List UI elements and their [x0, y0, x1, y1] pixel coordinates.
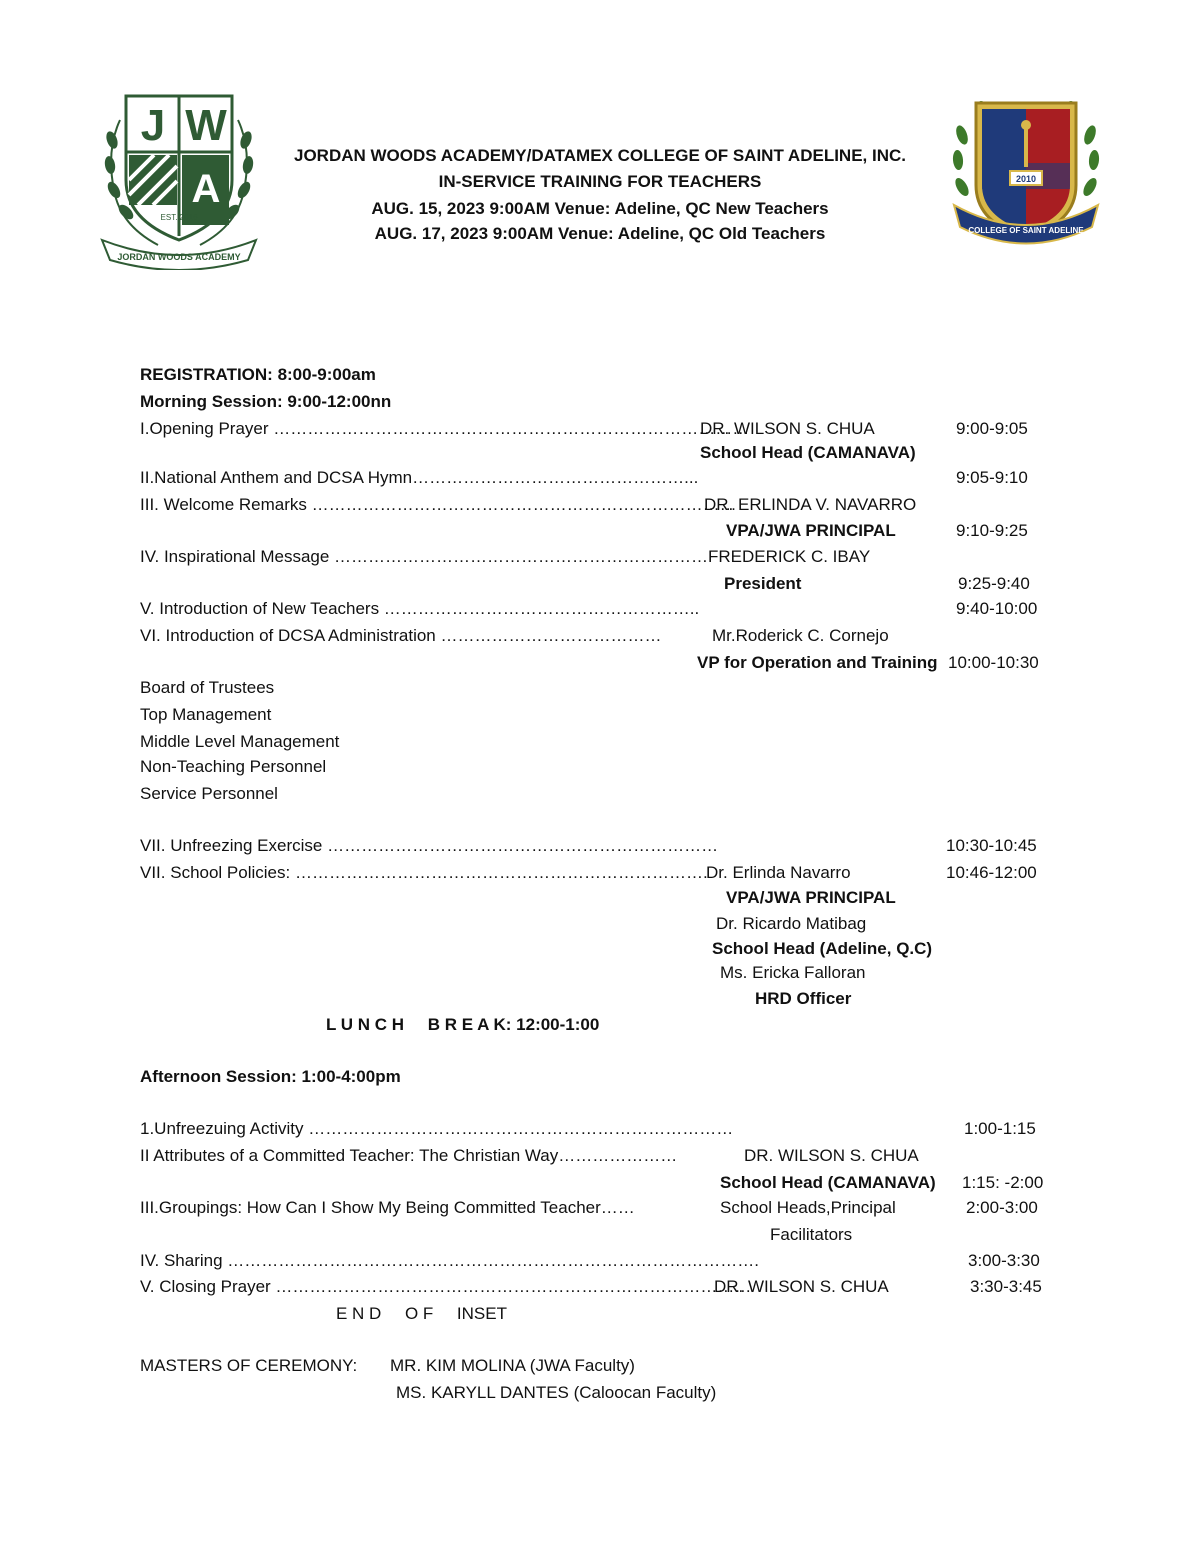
dcsa-ribbon-text: COLLEGE OF SAINT ADELINE [968, 226, 1084, 235]
afternoon-item-2-label: II Attributes of a Committed Teacher: The Christian Way………………… [140, 1146, 678, 1165]
group-list-item: Service Personnel [140, 784, 278, 803]
header-subtitle: IN-SERVICE TRAINING FOR TEACHERS [438, 172, 762, 191]
morning-heading: Morning Session: 9:00-12:00nn [140, 392, 392, 411]
jwa-letter-w: W [185, 101, 227, 150]
policies-name-3: Ms. Ericka Falloran [720, 963, 866, 982]
jwa-logo [98, 90, 260, 270]
policies-label: VII. School Policies: ………………………………………………………………. [140, 863, 708, 882]
afternoon-item-3-role: Facilitators [770, 1225, 853, 1244]
lunch-break: L U N C H B R E A K: 12:00-1:00 [326, 1015, 600, 1034]
afternoon-item-4-label: IV. Sharing …………………………………………………………………………………. [140, 1251, 759, 1270]
dcsa-logo [950, 95, 1102, 250]
morning-item-4-label: IV. Inspirational Message ………………………………………………………… [140, 547, 709, 566]
mc-label: MASTERS OF CEREMONY: [140, 1356, 358, 1375]
morning-item-1-name: DR. WILSON S. CHUA [700, 419, 875, 438]
policies-role-2: School Head (Adeline, Q.C) [712, 939, 933, 958]
afternoon-item-3-label: III.Groupings: How Can I Show My Being Committed Teacher…… [140, 1198, 635, 1217]
dcsa-year: 2010 [1015, 174, 1037, 184]
jwa-est: EST. 2016 [160, 213, 198, 222]
afternoon-item-3-time: 2:00-3:00 [966, 1198, 1038, 1217]
morning-item-2-time: 9:05-9:10 [956, 468, 1028, 487]
group-list-item: Top Management [140, 705, 272, 724]
policies-name-2: Dr. Ricardo Matibag [716, 914, 867, 933]
morning-item-5-label: V. Introduction of New Teachers ……………………………………………….. [140, 599, 700, 618]
morning-item-3-label: III. Welcome Remarks ………………………………………………………………… [140, 495, 737, 514]
morning-item-5-time: 9:40-10:00 [956, 599, 1038, 618]
morning-item-6-time: 10:00-10:30 [948, 653, 1039, 672]
registration: REGISTRATION: 8:00-9:00am [140, 365, 376, 384]
unfreezing-time: 10:30-10:45 [946, 836, 1037, 855]
morning-item-4-name: FREDERICK C. IBAY [708, 547, 871, 566]
jwa-letter-a: A [191, 167, 221, 211]
morning-item-2-label: II.National Anthem and DCSA Hymn…………………………………………... [140, 468, 699, 487]
afternoon-item-2-role: School Head (CAMANAVA) [720, 1173, 936, 1192]
group-list-item: Non-Teaching Personnel [140, 757, 327, 776]
afternoon-item-5-time: 3:30-3:45 [970, 1277, 1042, 1296]
group-list-item: Middle Level Management [140, 732, 340, 751]
policies-name: Dr. Erlinda Navarro [706, 863, 851, 882]
morning-item-4-time: 9:25-9:40 [958, 574, 1030, 593]
afternoon-item-2-name: DR. WILSON S. CHUA [744, 1146, 919, 1165]
morning-item-6-name: Mr.Roderick C. Cornejo [712, 626, 889, 645]
morning-item-1-role: School Head (CAMANAVA) [700, 443, 916, 462]
afternoon-item-1-label: 1.Unfreezuing Activity ………………………………………………………………… [140, 1119, 734, 1138]
afternoon-item-4-time: 3:00-3:30 [968, 1251, 1040, 1270]
morning-item-4-role: President [724, 574, 802, 593]
jwa-letter-j: J [140, 101, 166, 150]
policies-role-1: VPA/JWA PRINCIPAL [726, 888, 896, 907]
policies-role-3: HRD Officer [755, 989, 852, 1008]
header-title: JORDAN WOODS ACADEMY/DATAMEX COLLEGE OF SAINT ADELINE, INC. [293, 146, 906, 165]
morning-item-6-label: VI. Introduction of DCSA Administration ………………………………… [140, 626, 662, 645]
morning-item-1-time: 9:00-9:05 [956, 419, 1028, 438]
policies-time: 10:46-12:00 [946, 863, 1037, 882]
end-of-inset: E N D O F INSET [336, 1304, 507, 1323]
unfreezing-label: VII. Unfreezing Exercise …………………………………………………………… [140, 836, 719, 855]
afternoon-item-2-time: 1:15: -2:00 [962, 1173, 1044, 1192]
afternoon-item-5-label: V. Closing Prayer ………………………………………………………………………… [140, 1277, 752, 1296]
afternoon-item-5-name: DR. WILSON S. CHUA [714, 1277, 889, 1296]
afternoon-item-3-name: School Heads,Principal [720, 1198, 896, 1217]
morning-item-3-time: 9:10-9:25 [956, 521, 1028, 540]
mc-name-1: MR. KIM MOLINA (JWA Faculty) [390, 1356, 635, 1375]
header-date-old: AUG. 17, 2023 9:00AM Venue: Adeline, QC Old Teachers [374, 224, 826, 243]
group-list-item: Board of Trustees [140, 678, 275, 697]
morning-item-6-role: VP for Operation and Training [697, 653, 938, 672]
afternoon-heading: Afternoon Session: 1:00-4:00pm [140, 1067, 401, 1086]
jwa-ribbon-text: JORDAN WOODS ACADEMY [117, 252, 241, 262]
morning-item-3-name: DR. ERLINDA V. NAVARRO [704, 495, 917, 514]
mc-name-2: MS. KARYLL DANTES (Caloocan Faculty) [396, 1383, 717, 1402]
header-date-new: AUG. 15, 2023 9:00AM Venue: Adeline, QC New Teachers [371, 199, 829, 218]
morning-item-1-label: I.Opening Prayer ………………………………………………………………………… [140, 419, 750, 438]
morning-item-3-role: VPA/JWA PRINCIPAL [726, 521, 896, 540]
afternoon-item-1-time: 1:00-1:15 [964, 1119, 1036, 1138]
